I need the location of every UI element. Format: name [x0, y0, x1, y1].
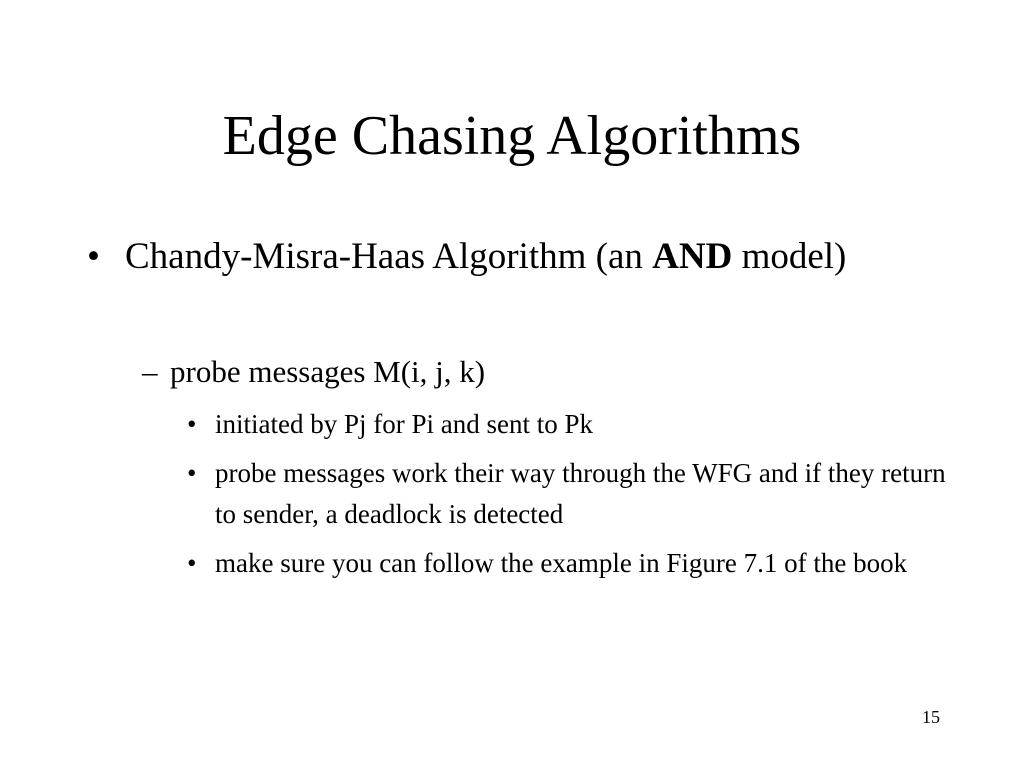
- bullet-text-part: Chandy-Misra-Haas Algorithm (an: [125, 236, 653, 277]
- bullet-level3: [187, 404, 947, 445]
- bullet-level3: [187, 453, 947, 535]
- bullet-level3: [187, 543, 947, 584]
- bullet-text: probe messages M(i, j, k): [170, 354, 486, 389]
- bullet-level1: [87, 234, 927, 280]
- bullet-text: probe messages work their way through the WFG and if they return to sender, a deadlock is detected: [215, 458, 946, 529]
- slide-title: Edge Chasing Algorithms: [222, 105, 802, 167]
- dash-marker: –: [142, 354, 158, 389]
- bullet-level2: [142, 353, 922, 391]
- bullet-marker: •: [187, 458, 197, 488]
- bullet-marker: •: [187, 409, 197, 439]
- bullet-text: [125, 234, 927, 280]
- bullet-text: make sure you can follow the example in Figure 7.1 of the book: [215, 548, 908, 578]
- bullet-text-bold: AND: [652, 236, 733, 277]
- bullet-marker: •: [87, 236, 100, 277]
- bullet-marker: •: [187, 548, 197, 578]
- bullet-text-part: model): [732, 236, 847, 277]
- bullet-text: initiated by Pj for Pi and sent to Pk: [215, 409, 593, 439]
- page-number: 15: [922, 707, 940, 727]
